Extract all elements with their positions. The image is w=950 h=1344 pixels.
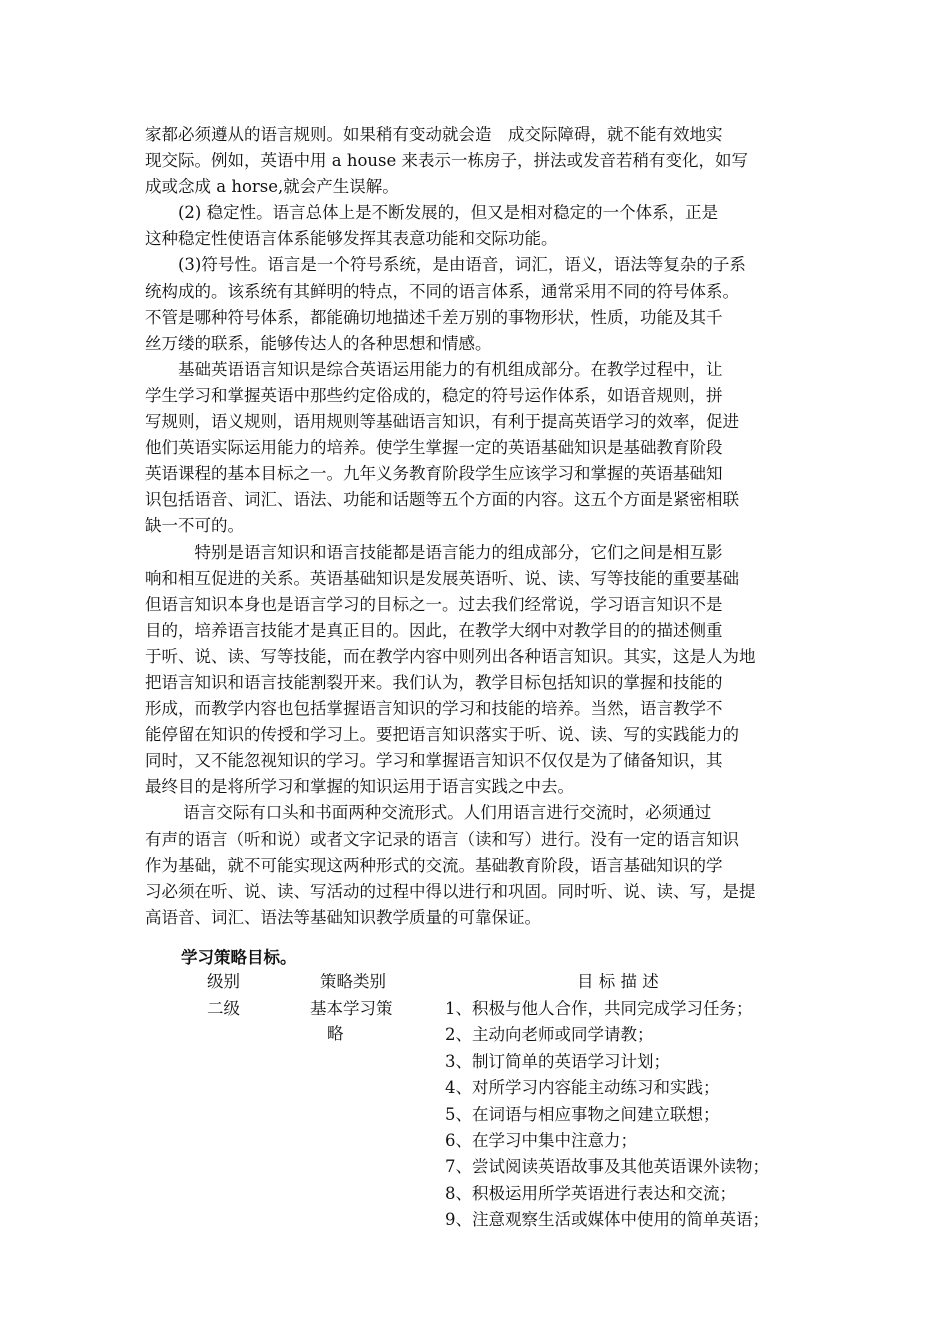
paragraph-4 <box>145 357 810 540</box>
text-line: 作为基础，就不可能实现这两种形式的交流。基础教育阶段，语言基础知识的学 <box>145 855 723 875</box>
text-line: 于听、说、读、写等技能，而在教学内容中则列出各种语言知识。其实，这是人为地 <box>145 646 756 666</box>
text-line: 现交际。例如，英语中用 a house 来表示一栋房子，拼法或发音若稍有变化，如写 <box>145 151 748 171</box>
column-header-category: 策略类别 <box>320 972 386 991</box>
text-line: 成或念成 a horse,就会产生误解。 <box>145 177 399 197</box>
text-line: 把语言知识和语言技能割裂开来。我们认为，教学目标包括知识的掌握和技能的 <box>145 672 723 692</box>
text-line: (3)符号性。语言是一个符号系统，是由语音，词汇，语义，语法等复杂的子系 <box>145 255 746 275</box>
paragraph-5 <box>145 540 810 801</box>
row-category-line1: 基本学习策 <box>310 999 393 1018</box>
list-item: 9、注意观察生活或媒体中使用的简单英语； <box>445 1210 769 1230</box>
text-line: 高语音、词汇、语法等基础知识教学质量的可靠保证。 <box>145 907 541 927</box>
text-line: 最终目的是将所学习和掌握的知识运用于语言实践之中去。 <box>145 777 574 797</box>
text-line: 能停留在知识的传授和学习上。要把语言知识落实于听、说、读、写的实践能力的 <box>145 725 739 745</box>
row-level: 二级 <box>207 999 240 1018</box>
text-line: 响和相互促进的关系。英语基础知识是发展英语听、说、读、写等技能的重要基础 <box>145 568 739 588</box>
list-item: 8、积极运用所学英语进行表达和交流； <box>445 1183 736 1203</box>
list-item: 6、在学习中集中注意力； <box>445 1131 637 1151</box>
text-line: 同时，又不能忽视知识的学习。学习和掌握语言知识不仅仅是为了储备知识，其 <box>145 751 723 771</box>
paragraph-2 <box>145 200 810 252</box>
text-line: 有声的语言（听和说）或者文字记录的语言（读和写）进行。没有一定的语言知识 <box>145 829 739 849</box>
paragraph-1 <box>145 122 810 200</box>
list-item: 2、主动向老师或同学请教； <box>445 1025 654 1045</box>
strategy-section-title: 学习策略目标。 <box>181 948 297 967</box>
text-line: 形成，而教学内容也包括掌握语言知识的学习和技能的培养。当然，语言教学不 <box>145 699 723 719</box>
text-line: 不管是哪种符号体系，都能确切地描述千差万别的事物形状，性质，功能及其千 <box>145 307 723 327</box>
paragraph-6 <box>145 800 810 930</box>
text-line: 英语课程的基本目标之一。九年义务教育阶段学生应该学习和掌握的英语基础知 <box>145 464 723 484</box>
text-line: 写规则，语义规则，语用规则等基础语言知识，有利于提高英语学习的效率，促进 <box>145 412 739 432</box>
text-line: 特别是语言知识和语言技能都是语言能力的组成部分，它们之间是相互影 <box>145 542 723 562</box>
text-line: 缺一不可的。 <box>145 516 244 536</box>
text-line: (2) 稳定性。语言总体上是不断发展的，但又是相对稳定的一个体系，正是 <box>145 203 719 223</box>
row-category-line2: 略 <box>327 1024 344 1043</box>
column-header-level: 级别 <box>207 972 240 991</box>
body-text <box>145 122 810 931</box>
list-item: 4、对所学习内容能主动练习和实践； <box>445 1078 720 1098</box>
text-line: 目的，培养语言技能才是真正目的。因此，在教学大纲中对教学目的的描述侧重 <box>145 620 723 640</box>
text-line: 但语言知识本身也是语言学习的目标之一。过去我们经常说，学习语言知识不是 <box>145 594 723 614</box>
text-line: 基础英语语言知识是综合英语运用能力的有机组成部分。在教学过程中，让 <box>145 359 723 379</box>
column-header-description: 目 标 描 述 <box>577 972 659 991</box>
list-item: 5、在词语与相应事物之间建立联想； <box>445 1104 720 1124</box>
text-line: 统构成的。该系统有其鲜明的特点，不同的语言体系，通常采用不同的符号体系。 <box>145 281 739 301</box>
list-item: 7、尝试阅读英语故事及其他英语课外读物； <box>445 1157 769 1177</box>
goal-list <box>445 996 769 1234</box>
text-line: 学生学习和掌握英语中那些约定俗成的，稳定的符号运作体系，如语音规则，拼 <box>145 385 723 405</box>
list-item: 1、积极与他人合作，共同完成学习任务； <box>445 999 753 1018</box>
paragraph-3 <box>145 252 810 356</box>
text-line: 语言交际有口头和书面两种交流形式。人们用语言进行交流时，必须通过 <box>145 803 712 823</box>
text-line: 丝万缕的联系，能够传达人的各种思想和情感。 <box>145 333 492 353</box>
text-line: 识包括语音、词汇、语法、功能和话题等五个方面的内容。这五个方面是紧密相联 <box>145 490 739 510</box>
text-line: 这种稳定性使语言体系能够发挥其表意功能和交际功能。 <box>145 229 558 249</box>
list-item: 3、制订简单的英语学习计划； <box>445 1051 670 1071</box>
text-line: 家都必须遵从的语言规则。如果稍有变动就会造 成交际障碍，就不能有效地实 <box>145 125 723 144</box>
text-line: 习必须在听、说、读、写活动的过程中得以进行和巩固。同时听、说、读、写，是提 <box>145 881 756 901</box>
text-line: 他们英语实际运用能力的培养。使学生掌握一定的英语基础知识是基础教育阶段 <box>145 438 723 458</box>
